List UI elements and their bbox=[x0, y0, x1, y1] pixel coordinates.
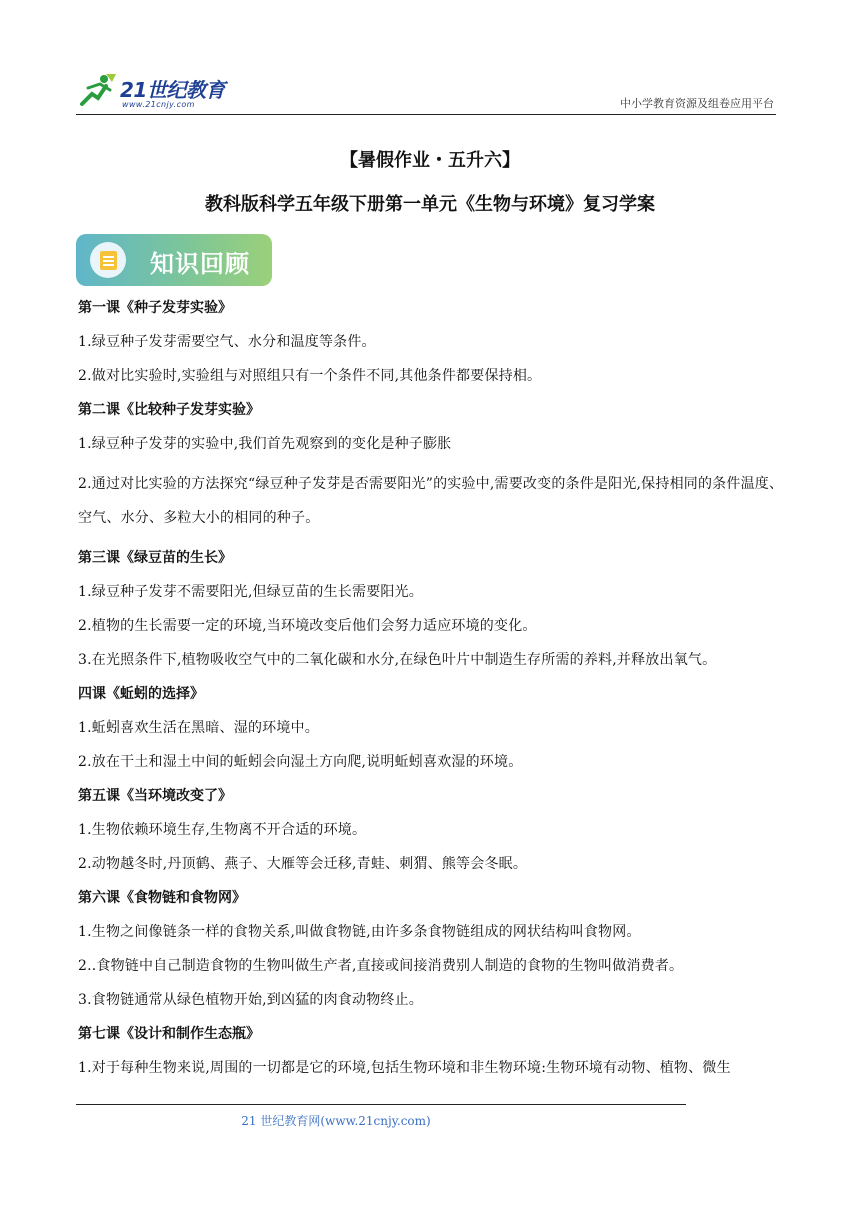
footer-divider bbox=[76, 1104, 686, 1105]
document-body bbox=[78, 297, 784, 1091]
section-line: 2.通过对比实验的方法探究“绿豆种子发芽是否需要阳光”的实验中,需要改变的条件是阳光,保持相同的条件温度、空气、水分、多粒大小的相同的种子。 bbox=[78, 476, 784, 526]
section-line: 1.绿豆种子发芽不需要阳光,但绿豆苗的生长需要阳光。 bbox=[78, 584, 424, 600]
section-line: 2.放在干土和湿土中间的蚯蚓会向湿土方向爬,说明蚯蚓喜欢湿的环境。 bbox=[78, 754, 523, 770]
banner-label: 知识回顾 bbox=[150, 250, 250, 278]
platform-tagline: 中小学教育资源及组卷应用平台 bbox=[620, 97, 774, 110]
section-line: 1.蚯蚓喜欢生活在黑暗、湿的环境中。 bbox=[78, 720, 319, 736]
section-line: 2..食物链中自己制造食物的生物叫做生产者,直接或间接消费别人制造的食物的生物叫做消费者。 bbox=[78, 958, 684, 974]
section-heading: 第一课《种子发芽实验》 bbox=[78, 300, 232, 316]
footer-link[interactable]: 21 世纪教育网(www.21cnjy.com) bbox=[241, 1114, 431, 1128]
document-title-line2: 教科版科学五年级下册第一单元《生物与环境》复习学案 bbox=[205, 194, 655, 215]
section-line: 2.动物越冬时,丹顶鹤、燕子、大雁等会迁移,青蛙、刺猬、熊等会冬眠。 bbox=[78, 856, 528, 872]
page-header bbox=[76, 68, 776, 115]
runner-logo-icon bbox=[76, 72, 120, 110]
section-line: 1.绿豆种子发芽需要空气、水分和温度等条件。 bbox=[78, 334, 376, 350]
section-line: 3.食物链通常从绿色植物开始,到凶猛的肉食动物终止。 bbox=[78, 992, 424, 1008]
section-line: 1.生物依赖环境生存,生物离不开合适的环境。 bbox=[78, 822, 367, 838]
section-line: 1.生物之间像链条一样的食物关系,叫做食物链,由许多条食物链组成的网状结构叫食物网。 bbox=[78, 924, 641, 940]
section-heading: 第六课《食物链和食物网》 bbox=[78, 890, 246, 906]
knowledge-review-banner bbox=[76, 234, 272, 286]
document-icon bbox=[90, 242, 126, 278]
document-title-line1: 【暑假作业・五升六】 bbox=[340, 150, 520, 171]
logo-text: 21世纪教育 bbox=[120, 78, 225, 102]
section-heading: 第二课《比较种子发芽实验》 bbox=[78, 402, 260, 418]
section-line: 2.植物的生长需要一定的环境,当环境改变后他们会努力适应环境的变化。 bbox=[78, 618, 537, 634]
section-heading: 第七课《设计和制作生态瓶》 bbox=[78, 1026, 260, 1042]
section-heading: 第五课《当环境改变了》 bbox=[78, 788, 232, 804]
site-logo[interactable] bbox=[76, 68, 246, 112]
logo-url: www.21cnjy.com bbox=[122, 100, 195, 109]
section-line: 1.绿豆种子发芽的实验中,我们首先观察到的变化是种子膨胀 bbox=[78, 436, 452, 452]
section-line: 1.对于每种生物来说,周围的一切都是它的环境,包括生物环境和非生物环境:生物环境有动物、植物、微生 bbox=[78, 1060, 731, 1076]
section-line: 3.在光照条件下,植物吸收空气中的二氧化碳和水分,在绿色叶片中制造生存所需的养料,并释放出氧气。 bbox=[78, 652, 717, 668]
section-line: 2.做对比实验时,实验组与对照组只有一个条件不同,其他条件都要保持相。 bbox=[78, 368, 542, 384]
section-heading: 四课《蚯蚓的选择》 bbox=[78, 686, 204, 702]
section-heading: 第三课《绿豆苗的生长》 bbox=[78, 550, 232, 566]
